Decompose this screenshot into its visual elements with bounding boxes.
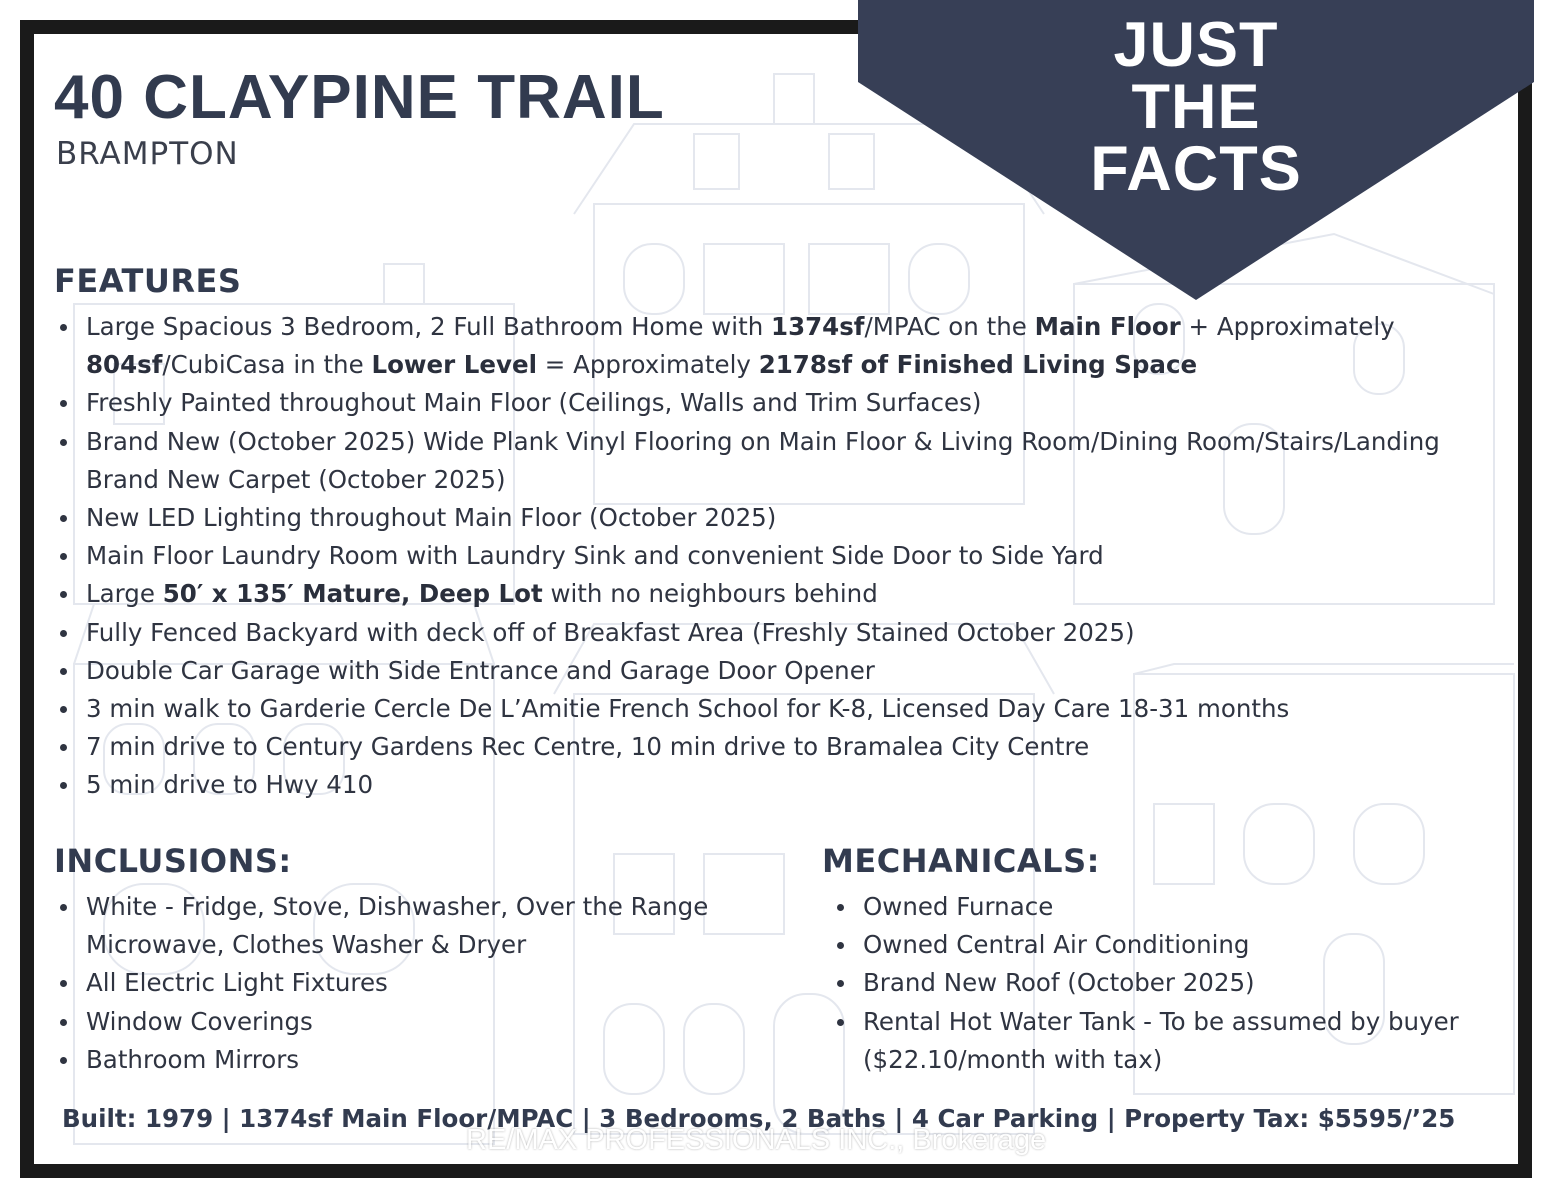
mechanicals-heading: MECHANICALS: <box>822 842 1100 880</box>
feature-text: 3 min walk to Garderie Cercle De L’Amitie French School for K-8, Licensed Day Care 18-31 months <box>86 694 1290 724</box>
banner-line: FACTS <box>1090 134 1302 204</box>
features-list <box>54 308 1474 805</box>
feature-text: 5 min drive to Hwy 410 <box>86 770 374 800</box>
property-city: BRAMPTON <box>56 136 239 172</box>
feature-text-bold: 804sf <box>86 350 163 380</box>
feature-text-bold: Lower Level <box>371 350 537 380</box>
feature-item <box>54 614 1474 652</box>
mechanical-item: Owned Furnace <box>831 888 1481 926</box>
brokerage-watermark: RE/MAX PROFESSIONALS INC., Brokerage <box>466 1124 1047 1156</box>
feature-text-bold: Main Floor <box>1034 312 1181 341</box>
feature-text: = Approximately <box>536 350 759 380</box>
feature-text: 7 min drive to Century Gardens Rec Centre, 10 min drive to Bramalea City Centre <box>86 732 1090 762</box>
inclusions-list <box>54 888 794 1079</box>
property-summary: Built: 1979 | 1374sf Main Floor/MPAC | 3 Bedrooms, 2 Baths | 4 Car Parking | Property Tax: $5595/’25 <box>62 1104 1456 1133</box>
mechanical-item: Brand New Roof (October 2025) <box>831 964 1481 1002</box>
feature-text: Double Car Garage with Side Entrance and Garage Door Opener <box>86 655 875 685</box>
feature-text-bold: 50′ x 135′ Mature, Deep Lot <box>162 579 543 609</box>
mechanical-item: Owned Central Air Conditioning <box>831 926 1481 964</box>
inclusions-heading: INCLUSIONS: <box>54 842 292 880</box>
banner-line: THE <box>1131 72 1261 142</box>
feature-text: with no neighbours behind <box>542 579 878 609</box>
inclusion-item: White - Fridge, Stove, Dishwasher, Over the Range Microwave, Clothes Washer & Dryer <box>54 888 794 964</box>
feature-item <box>54 499 1474 537</box>
feature-item <box>54 652 1474 690</box>
banner-heading <box>1058 10 1334 204</box>
mechanical-item: Rental Hot Water Tank - To be assumed by buyer ($22.10/month with tax) <box>831 1003 1481 1079</box>
feature-item <box>54 728 1474 766</box>
feature-text: Large Spacious 3 Bedroom, 2 Full Bathroom Home with <box>86 312 772 341</box>
features-heading: FEATURES <box>54 262 242 300</box>
banner-line: JUST <box>1113 10 1279 80</box>
feature-item <box>54 537 1474 575</box>
feature-text: Large <box>86 579 163 609</box>
mechanicals-list <box>831 888 1481 1079</box>
feature-text-bold: 2178sf of Finished Living Space <box>758 350 1198 380</box>
feature-text: Brand New (October 2025) Wide Plank Vinyl Flooring on Main Floor & Living Room/Dining Room/Stairs/Landing Brand New Carpet (October 2025) <box>86 426 1440 494</box>
feature-text: /CubiCasa in the <box>162 350 372 380</box>
inclusion-item: Window Coverings <box>54 1003 794 1041</box>
feature-item <box>54 384 1474 422</box>
feature-text: Main Floor Laundry Room with Laundry Sink and convenient Side Door to Side Yard <box>86 541 1104 571</box>
feature-item <box>54 766 1474 804</box>
feature-item <box>54 575 1474 613</box>
feature-text: /MPAC on the <box>864 312 1035 341</box>
just-the-facts-banner <box>858 0 1534 300</box>
property-address: 40 CLAYPINE TRAIL <box>54 63 665 132</box>
inclusion-item: All Electric Light Fixtures <box>54 964 794 1002</box>
inclusion-item: Bathroom Mirrors <box>54 1041 794 1079</box>
feature-text-bold: 1374sf <box>771 312 865 341</box>
feature-text: Fully Fenced Backyard with deck off of Breakfast Area (Freshly Stained October 2025) <box>86 617 1135 647</box>
feature-item <box>54 423 1474 499</box>
feature-text: + Approximately <box>1180 312 1395 341</box>
feature-item <box>54 690 1474 728</box>
feature-item <box>54 308 1474 384</box>
feature-text: Freshly Painted throughout Main Floor (Ceilings, Walls and Trim Surfaces) <box>86 388 982 418</box>
feature-text: New LED Lighting throughout Main Floor (October 2025) <box>86 503 777 533</box>
